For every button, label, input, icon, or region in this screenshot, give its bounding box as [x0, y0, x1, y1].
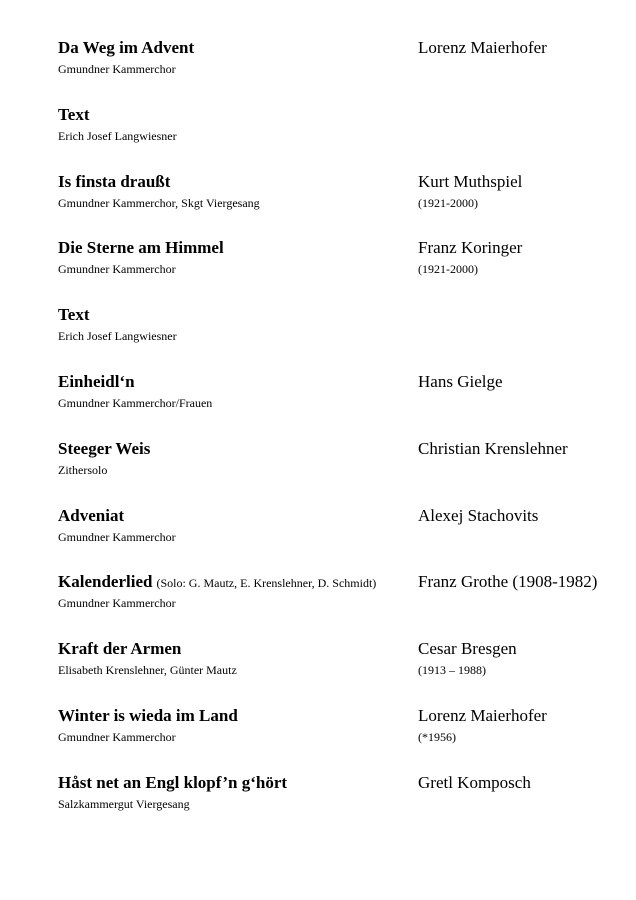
- performer: Erich Josef Langwiesner: [58, 329, 177, 344]
- performer: Erich Josef Langwiesner: [58, 128, 177, 143]
- performer: Gmundner Kammerchor: [58, 596, 176, 611]
- entry-title-line: [58, 572, 376, 593]
- program-entry: [0, 572, 636, 632]
- entry-title-line: [58, 439, 150, 460]
- composer: Cesar Bresgen: [418, 639, 517, 659]
- composer-dates: (1913 – 1988): [418, 663, 486, 678]
- entry-title-line: [58, 105, 90, 126]
- entry-title-line: [58, 706, 238, 727]
- program-entry: [0, 105, 636, 165]
- piece-title: Da Weg im Advent: [58, 38, 195, 57]
- composer: Kurt Muthspiel: [418, 171, 523, 191]
- soloists-note: (Solo: G. Mautz, E. Krenslehner, D. Schmidt): [156, 576, 377, 591]
- composer-dates: (1921-2000): [418, 262, 478, 277]
- performer: Gmundner Kammerchor: [58, 730, 176, 744]
- piece-title: Adveniat: [58, 505, 125, 525]
- program-entry: [0, 439, 636, 499]
- piece-title: Steeger Weis: [58, 438, 151, 458]
- entry-title-line: [58, 305, 90, 326]
- composer: Lorenz Maierhofer: [418, 706, 547, 725]
- entry-title-line: [58, 172, 170, 193]
- piece-title: Kalenderlied: [58, 572, 153, 592]
- piece-title: Kraft der Armen: [58, 639, 182, 659]
- program-entry: [0, 372, 636, 432]
- program-entry: [0, 305, 636, 365]
- entry-title-line: [58, 372, 135, 393]
- piece-title: Die Sterne am Himmel: [58, 238, 224, 258]
- program-entry: [0, 773, 636, 833]
- composer: Gretl Komposch: [418, 772, 531, 792]
- performer: Gmundner Kammerchor/Frauen: [58, 396, 213, 410]
- piece-title: Text: [58, 104, 90, 124]
- program-entry: [0, 172, 636, 232]
- program-entry: [0, 639, 636, 699]
- program-entry: [0, 38, 636, 98]
- piece-title: Is finsta draußt: [58, 171, 171, 191]
- performer: Elisabeth Krenslehner, Günter Mautz: [58, 663, 237, 678]
- piece-title: Håst net an Engl klopf’n g‘hört: [58, 772, 288, 792]
- composer: Alexej Stachovits: [418, 505, 539, 525]
- piece-title: Text: [58, 305, 90, 325]
- entry-title-line: [58, 773, 287, 794]
- performer: Gmundner Kammerchor, Skgt Viergesang: [58, 195, 260, 210]
- performer: Gmundner Kammerchor: [58, 529, 176, 544]
- entry-title-line: [58, 38, 194, 59]
- composer-dates: (1921-2000): [418, 195, 478, 210]
- program-entry: [0, 506, 636, 566]
- entry-title-line: [58, 639, 181, 660]
- composer: Franz Koringer: [418, 238, 523, 258]
- piece-title: Winter is wieda im Land: [58, 706, 238, 725]
- program-entry: [0, 238, 636, 298]
- performer: Zithersolo: [58, 462, 108, 477]
- entry-title-line: [58, 506, 124, 527]
- composer: Christian Krenslehner: [418, 438, 568, 458]
- composer: Hans Gielge: [418, 372, 503, 391]
- performer: Gmundner Kammerchor: [58, 262, 176, 277]
- composer-dates: (*1956): [418, 730, 456, 744]
- piece-title: Einheidl‘n: [58, 372, 135, 391]
- entry-title-line: [58, 238, 224, 259]
- performer: Salzkammergut Viergesang: [58, 796, 190, 811]
- composer: Lorenz Maierhofer: [418, 38, 547, 57]
- composer: Franz Grothe (1908-1982): [418, 572, 598, 592]
- performer: Gmundner Kammerchor: [58, 62, 176, 76]
- program-entry: [0, 706, 636, 766]
